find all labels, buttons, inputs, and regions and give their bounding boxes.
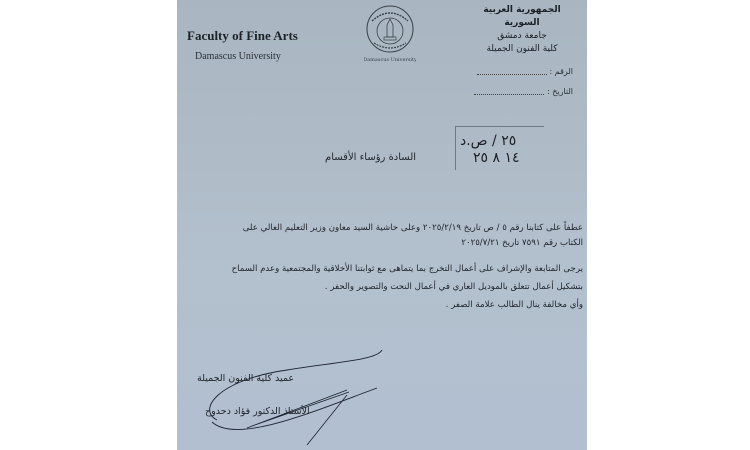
stamp-handwriting-line1: ٢٥ / ص.د — [460, 133, 517, 149]
body-paragraph3: وأي مخالفة ينال الطالب علامة الصفر . — [445, 300, 583, 310]
letterhead-university-en: Damascus University — [195, 51, 281, 62]
signature-title: عميد كلية الفنون الجميلة — [197, 373, 295, 384]
letterhead-faculty-ar: كلية الفنون الجميلة — [486, 44, 558, 54]
letterhead-faculty-en: Faculty of Fine Arts — [187, 28, 298, 43]
date-line — [474, 88, 544, 95]
university-emblem-icon — [364, 3, 416, 65]
reference-number-line — [477, 68, 547, 75]
svg-text:Damascus University: Damascus University — [364, 57, 416, 63]
body-paragraph2-line1: يرجى المتابعة والإشراف على أعمال التخرج بما يتماهى مع ثوابتنا الأخلاقية والمجتمعية وعدم السماح — [231, 264, 583, 274]
letterhead-country-ar: الجمهورية العربية السورية — [483, 5, 561, 28]
letterhead-university-ar: جامعة دمشق — [497, 31, 547, 41]
body-paragraph1-line1: عطفاً على كتابنا رقم ٥ / ص تاريخ ٢٠٢٥/٢/١٩ وعلى حاشية السيد معاون وزير التعليم العالي على — [242, 223, 583, 233]
body-paragraph2-line2: بتشكيل أعمال تتعلق بالموديل العاري في أعمال النحت والتصوير والحفر . — [324, 282, 583, 292]
addressee: السادة رؤساء الأقسام — [325, 152, 417, 163]
signature-scribble-icon — [177, 350, 417, 450]
signature-name: الأستاذ الدكتور فؤاد دحدوح — [205, 406, 310, 417]
reference-number-field — [477, 67, 573, 76]
body-paragraph1-line2: الكتاب رقم ٧٥٩١ تاريخ ٢٠٢٥/٧/٢١ — [461, 238, 583, 248]
letter-page — [177, 0, 587, 450]
date-field — [474, 87, 573, 96]
letterhead-arabic — [467, 4, 577, 56]
date-label: التاريخ : — [546, 87, 573, 96]
reference-number-label: الرقم : — [549, 67, 573, 76]
stamp-handwriting-line2: ١٤ ٨ ٢٥ — [473, 150, 520, 166]
